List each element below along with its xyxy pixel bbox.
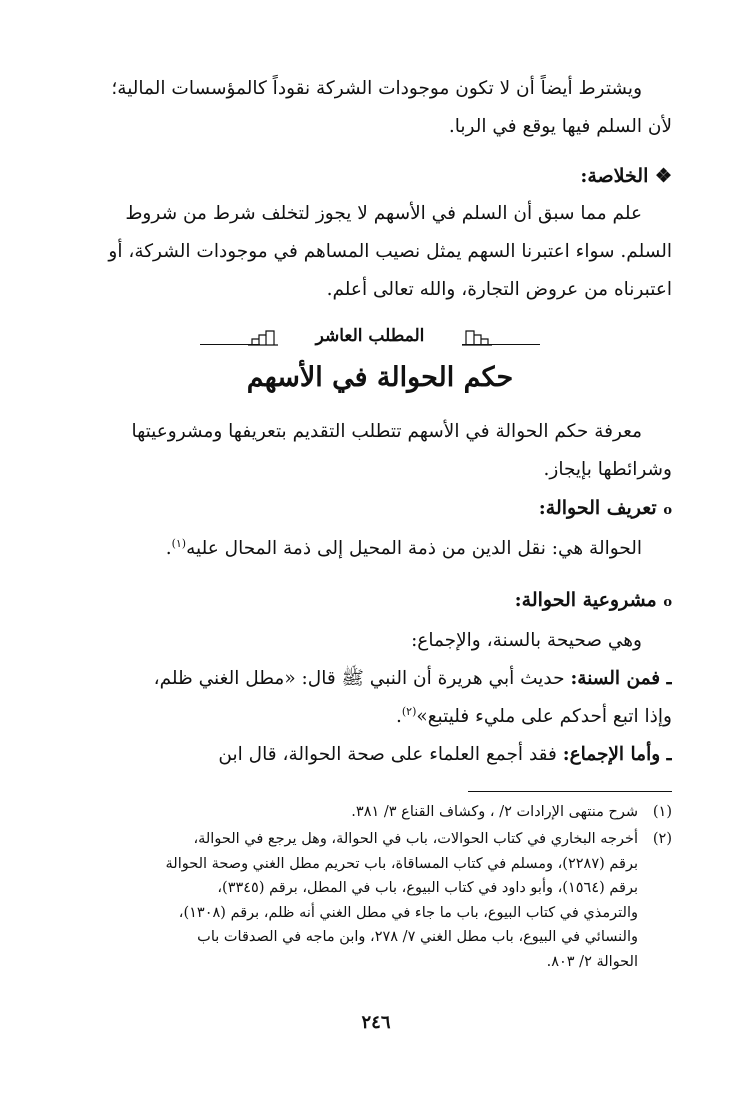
intro-paragraph	[78, 70, 672, 146]
summary-heading: ❖ الخلاصة:	[580, 165, 672, 187]
footnote-2: (٢)أخرجه البخاري في كتاب الحوالات، باب في الحوالة، وهل يرجع في الحوالة، برقم (٢٢٨٧)، ومسلم في كتاب المساقاة، باب تحريم مطل الغني وصحة الحوالة برقم (١٥٦٤)، وأبو داود في كتاب البيوع، باب في المطل، برقم (٣٣٤٥)، والترمذي في كتاب البيوع، باب ما جاء في مطل الغني أنه ظلم، برقم (١٣٠٨)، والنسائي في البيوع، باب مطل الغني ٧/ ٢٧٨، وابن ماجه في الصدقات باب الحوالة ٢/ ٨٠٣.	[78, 827, 672, 974]
ijma-label: ـ وأما الإجماع:	[562, 744, 672, 765]
footnote-ref: (١)	[171, 536, 187, 550]
definition-section	[78, 489, 672, 568]
section-heading	[200, 324, 540, 354]
intro2-paragraph	[78, 413, 672, 489]
text-line: وهي صحيحة بالسنة، والإجماع:	[411, 630, 642, 651]
text-line: معرفة حكم الحوالة في الأسهم تتطلب التقديم بتعريفها ومشروعيتها	[131, 421, 642, 442]
definition-text: الحوالة هي: نقل الدين من ذمة المحيل إلى ذمة المحال عليه$^{(١)}$.	[165, 536, 642, 559]
main-title: حكم الحوالة في الأسهم	[246, 362, 514, 393]
circle-bullet-icon: o	[663, 595, 672, 610]
sunnah-label: ـ فمن السنة:	[570, 668, 672, 689]
ijma-line: ـ وأما الإجماع: فقد أجمع العلماء على صحة الحوالة، قال ابن	[218, 744, 672, 765]
footnote-ref: (٢)	[401, 704, 417, 718]
section-title: المطلب العاشر	[315, 326, 425, 346]
summary-section	[78, 157, 672, 309]
text-line: علم مما سبق أن السلم في الأسهم لا يجوز لتخلف شرط من شروط	[125, 203, 642, 224]
divider	[462, 344, 540, 345]
page-number: ٢٤٦	[361, 1012, 391, 1033]
sunnah-line: ـ فمن السنة: حديث أبي هريرة أن النبي ﷺ قال: «مطل الغني ظلم،	[153, 668, 672, 689]
text-line: ويشترط أيضاً أن لا تكون موجودات الشركة نقوداً كالمؤسسات المالية؛	[111, 78, 642, 99]
stairs-ornament-icon	[248, 329, 278, 347]
legitimacy-section	[78, 581, 672, 774]
sunnah-line-2: وإذا اتبع أحدكم على مليء فليتبع»$^{(٢)}$.	[395, 704, 672, 727]
footnote-number: (٢)	[652, 831, 672, 847]
text-line: اعتبرناه من عروض التجارة، والله تعالى أعلم.	[326, 279, 672, 300]
legitimacy-heading: مشروعية الحوالة:	[514, 589, 657, 611]
text-line: لأن السلم فيها يوقع في الربا.	[448, 116, 672, 137]
circle-bullet-icon: o	[663, 503, 672, 518]
footnote-1: (١)شرح منتهى الإرادات ٢/ ، وكشاف القناع ٣/ ٣٨١.	[78, 800, 672, 825]
definition-heading: تعريف الحوالة:	[538, 497, 657, 519]
text-line: السلم. سواء اعتبرنا السهم يمثل نصيب المساهم في موجودات الشركة، أو	[108, 241, 672, 262]
footnote-divider	[468, 791, 672, 792]
footnote-number: (١)	[652, 804, 672, 820]
text-line: وشرائطها بإيجاز.	[543, 459, 672, 480]
